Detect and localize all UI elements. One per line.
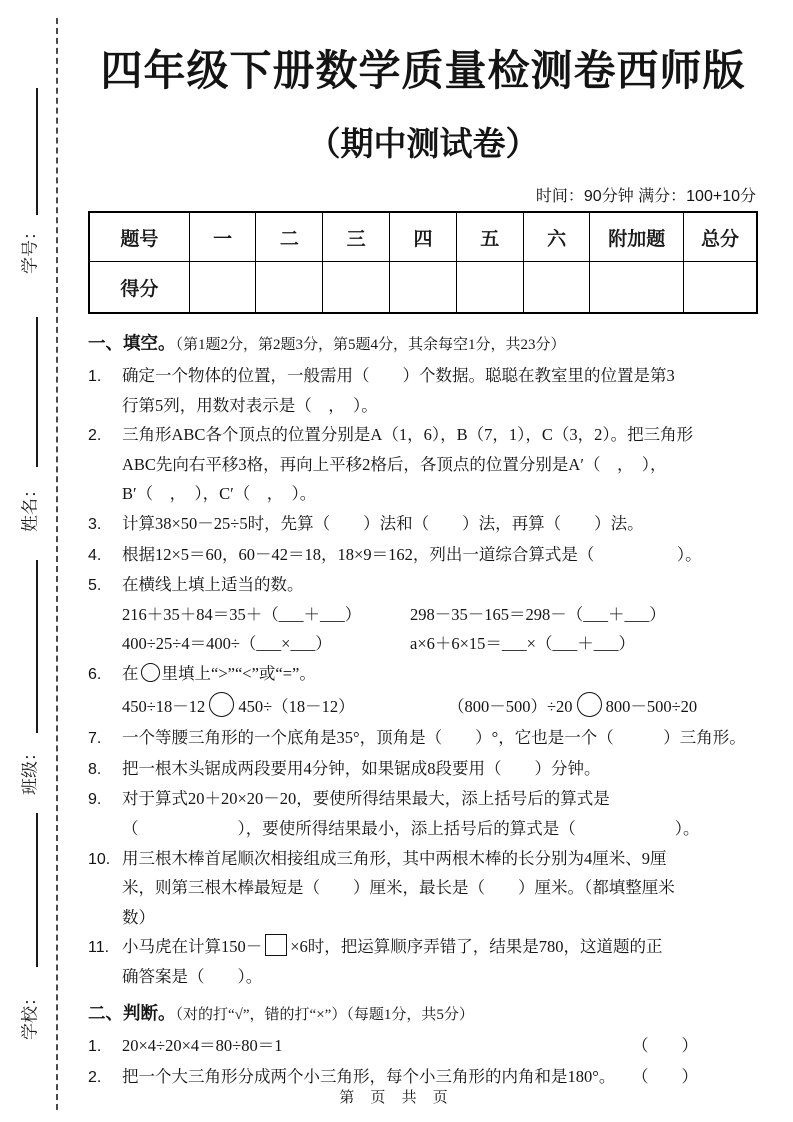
equation-row xyxy=(122,689,758,724)
exam-page xyxy=(88,0,758,1093)
equation xyxy=(448,692,758,722)
equation: a×6＋6×15＝___×（___＋___） xyxy=(410,634,635,654)
score-header-cell: 五 xyxy=(456,212,523,262)
fold-dashed-line xyxy=(56,18,58,1110)
score-empty-cell xyxy=(323,262,390,314)
score-header-cell: 四 xyxy=(390,212,457,262)
student-no-label: 学号： xyxy=(20,223,40,274)
question-text xyxy=(122,659,758,723)
equation-fragment: （800－500）÷20 xyxy=(448,696,573,716)
question-line: 在横线上填上适当的数。 xyxy=(122,575,304,595)
fill-question-9 xyxy=(88,784,758,843)
class-label: 班级： xyxy=(20,744,40,795)
school-label: 学校： xyxy=(20,989,40,1040)
question-text xyxy=(122,1031,758,1062)
question-fragment: 里填上“>”“<”或“=”。 xyxy=(161,663,316,683)
question-number: 1. xyxy=(88,1038,102,1056)
question-line: 确答案是（ ）。 xyxy=(122,966,263,986)
question-line: 20×4÷20×4＝80÷80＝1 xyxy=(122,1036,283,1056)
question-text xyxy=(122,540,758,571)
score-empty-cell xyxy=(523,262,590,314)
answer-blank: （ ） xyxy=(632,1067,698,1087)
fill-question-8 xyxy=(88,754,758,785)
fill-question-5 xyxy=(88,570,758,659)
question-number: 9. xyxy=(88,791,102,809)
student-no-blank-line xyxy=(36,88,38,215)
section-fill-title: 一、填空。 xyxy=(88,333,176,353)
fill-question-7 xyxy=(88,723,758,754)
judge-question-1 xyxy=(88,1031,758,1062)
score-header-cell: 二 xyxy=(256,212,323,262)
question-number: 5. xyxy=(88,577,102,595)
section-judge-heading xyxy=(88,999,758,1030)
question-number: 2. xyxy=(88,1069,102,1087)
page-footer: 第 页 共 页 xyxy=(339,1089,454,1106)
score-empty-cell xyxy=(189,262,256,314)
fill-question-2 xyxy=(88,420,758,509)
page-title: 四年级下册数学质量检测卷西师版 xyxy=(100,47,746,94)
section-judge-note: （对的打“√”，错的打“×”）（每题1分，共5分） xyxy=(175,1007,474,1024)
equation-row xyxy=(122,629,758,659)
fill-question-6 xyxy=(88,659,758,723)
question-number: 10. xyxy=(88,850,111,868)
class-blank-line xyxy=(36,560,38,733)
question-line: 数） xyxy=(122,907,155,927)
question-text xyxy=(122,509,758,540)
name-blank-line xyxy=(36,317,38,467)
question-line xyxy=(122,932,758,962)
section-judge-title: 二、判断。 xyxy=(88,1003,176,1024)
score-header-cell: 六 xyxy=(523,212,590,262)
question-number: 6. xyxy=(88,665,102,683)
question-line: 用三根木棒首尾顺次相接组成三角形，其中两根木棒的长分别为4厘米、9厘 xyxy=(122,848,667,868)
score-header-cell: 附加题 xyxy=(590,212,684,262)
fill-question-3 xyxy=(88,509,758,540)
question-line: 把一根木头锯成两段要用4分钟，如果锯成8段要用（ ）分钟。 xyxy=(122,758,601,778)
name-label: 姓名： xyxy=(20,481,40,532)
question-line xyxy=(122,659,758,689)
question-fragment: 在 xyxy=(122,663,139,683)
equation: 298－35－165＝298－（___＋___） xyxy=(410,604,666,624)
school-blank-line xyxy=(36,813,38,967)
question-number: 8. xyxy=(88,760,102,778)
question-text xyxy=(122,420,758,509)
question-line: 三角形ABC各个顶点的位置分别是A（1，6），B（7，1），C（3，2）。把三角形 xyxy=(122,425,694,445)
question-line: 确定一个物体的位置，一般需用（ ）个数据。聪聪在教室里的位置是第3 xyxy=(122,366,675,385)
answer-blank: （ ） xyxy=(632,1036,698,1056)
question-text xyxy=(122,570,758,659)
section-fill-note: （第1题2分，第2题3分，第5题4分，其余每空1分，共23分） xyxy=(175,337,566,353)
question-line: （ ），要使所得结果最小，添上括号后的算式是（ ）。 xyxy=(122,818,700,838)
question-line: 米，则第三根木棒最短是（ ）厘米，最长是（ ）厘米。（都填整厘米 xyxy=(122,878,675,898)
score-header-cell: 总分 xyxy=(683,212,757,262)
fill-question-11 xyxy=(88,932,758,991)
question-line: 一个等腰三角形的一个底角是35°，顶角是（ ）°，它也是一个（ ）三角形。 xyxy=(122,728,746,748)
question-number: 1. xyxy=(88,368,102,385)
question-fragment: ×6时，把运算顺序弄错了，结果是780，这道题的正 xyxy=(290,937,663,957)
score-header-cell: 题号 xyxy=(89,212,189,262)
question-line: B′（ ， ），C′（ ， ）。 xyxy=(122,484,317,504)
score-table xyxy=(88,211,758,314)
question-number: 4. xyxy=(88,546,102,564)
question-number: 11. xyxy=(88,939,110,957)
compare-circle-icon xyxy=(577,692,602,717)
score-empty-cell xyxy=(683,262,757,314)
question-line: 把一个大三角形分成两个小三角形，每个小三角形的内角和是180°。 xyxy=(122,1067,616,1087)
compare-circle-icon xyxy=(141,663,160,682)
score-empty-cell xyxy=(390,262,457,314)
score-header-cell: 一 xyxy=(189,212,256,262)
equation: 216＋35＋84＝35＋（___＋___） xyxy=(122,604,362,624)
question-line: 计算38×50－25÷5时，先算（ ）法和（ ）法，再算（ ）法。 xyxy=(122,513,644,533)
equation xyxy=(122,692,448,722)
question-text xyxy=(122,784,758,843)
page-subtitle: （期中测试卷） xyxy=(307,125,539,162)
question-fragment: 小马虎在计算150－ xyxy=(122,937,263,957)
question-number: 3. xyxy=(88,515,102,533)
equation-fragment: 800－500÷20 xyxy=(605,696,698,716)
score-header-cell: 三 xyxy=(323,212,390,262)
question-line: 对于算式20＋20×20－20，要使所得结果最大，添上括号后的算式是 xyxy=(122,789,610,809)
compare-circle-icon xyxy=(209,692,234,717)
question-text xyxy=(122,754,758,785)
time-score-info: 时间：90分钟 满分：100+10分 xyxy=(535,188,756,205)
question-text xyxy=(122,723,758,754)
equation: 400÷25÷4＝400÷（___×___） xyxy=(122,634,332,654)
score-empty-cell xyxy=(256,262,323,314)
question-text xyxy=(122,361,758,420)
question-text xyxy=(122,844,758,933)
section-fill-heading xyxy=(88,329,758,360)
equation-row xyxy=(122,600,758,630)
question-line: 行第5列，用数对表示是（ ， ）。 xyxy=(122,395,378,415)
question-number: 2. xyxy=(88,427,102,445)
equation-fragment: 450÷18－12 xyxy=(122,696,206,716)
question-line: ABC先向右平移3格，再向上平移2格后，各顶点的位置分别是A′（ ， ）， xyxy=(122,454,667,474)
blank-box-icon xyxy=(265,934,287,956)
equation-fragment: 450÷（18－12） xyxy=(238,696,355,716)
score-empty-cell xyxy=(456,262,523,314)
fill-question-10 xyxy=(88,844,758,933)
question-line: 根据12×5＝60，60－42＝18，18×9＝162，列出一道综合算式是（ ）。 xyxy=(122,544,702,564)
score-empty-cell xyxy=(590,262,684,314)
score-row-label: 得分 xyxy=(89,262,189,314)
fill-question-4 xyxy=(88,540,758,571)
question-number: 7. xyxy=(88,730,102,748)
question-text xyxy=(122,932,758,991)
fill-question-1 xyxy=(88,361,758,420)
